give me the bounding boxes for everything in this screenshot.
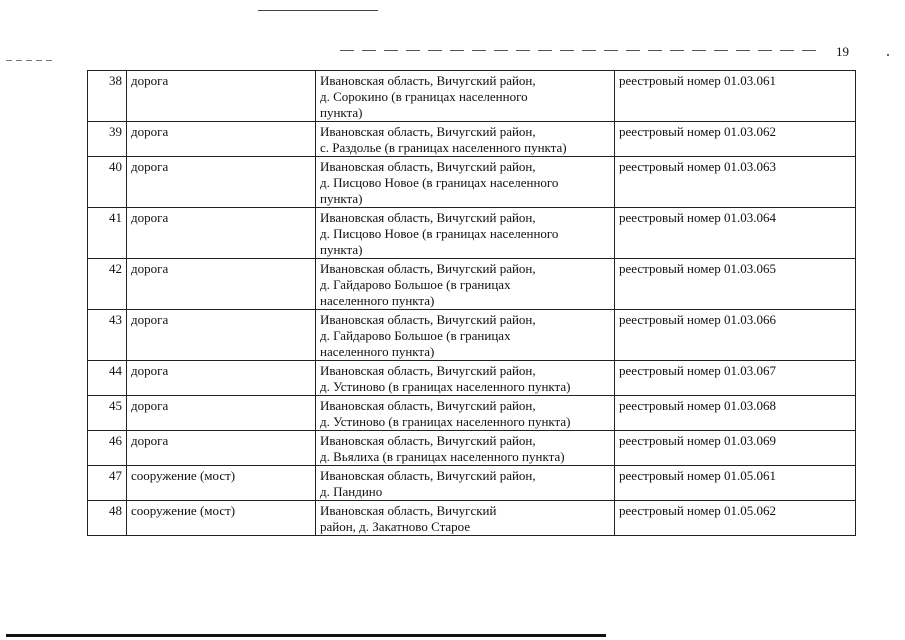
registry-number xyxy=(615,466,856,501)
registry-number-text: реестровый номер 01.05.061 xyxy=(619,468,777,483)
scan-artifact-dot xyxy=(887,54,889,56)
object-address-text: Ивановская область, Вичугский район, д. Пандино xyxy=(320,468,536,499)
object-address-text: Ивановская область, Вичугский район, д. Гайдарово Большое (в границах населенного пункта) xyxy=(320,312,536,359)
registry-number-text: реестровый номер 01.03.064 xyxy=(619,210,777,225)
object-type-text: дорога xyxy=(131,363,169,378)
registry-number xyxy=(615,208,856,259)
object-address xyxy=(316,122,615,157)
registry-number xyxy=(615,310,856,361)
registry-number xyxy=(615,71,856,122)
object-type-text: дорога xyxy=(131,210,169,225)
object-address-text: Ивановская область, Вичугский район, д. Гайдарово Большое (в границах населенного пункта) xyxy=(320,261,536,308)
scan-artifact-top-line xyxy=(258,10,378,11)
object-address xyxy=(316,361,615,396)
registry-number xyxy=(615,259,856,310)
table-row xyxy=(88,310,856,361)
object-type xyxy=(127,396,316,431)
row-number-text: 39 xyxy=(109,124,122,139)
registry-number-text: реестровый номер 01.03.068 xyxy=(619,398,777,413)
object-address-text: Ивановская область, Вичугский район, д. Писцово Новое (в границах населенного пункта) xyxy=(320,159,559,206)
object-address-text: Ивановская область, Вичугский район, с. Раздолье (в границах населенного пункта) xyxy=(320,124,567,155)
object-type xyxy=(127,208,316,259)
object-address-text: Ивановская область, Вичугский район, д. Закатново Старое xyxy=(320,503,497,534)
object-address xyxy=(316,157,615,208)
object-address-text: Ивановская область, Вичугский район, д. Устиново (в границах населенного пункта) xyxy=(320,398,571,429)
row-number xyxy=(88,361,127,396)
object-type xyxy=(127,71,316,122)
registry-number-text: реестровый номер 01.03.062 xyxy=(619,124,777,139)
object-address-text: Ивановская область, Вичугский район, д. Писцово Новое (в границах населенного пункта) xyxy=(320,210,559,257)
object-address xyxy=(316,431,615,466)
registry-number-text: реестровый номер 01.03.063 xyxy=(619,159,777,174)
object-address xyxy=(316,310,615,361)
object-type xyxy=(127,310,316,361)
object-type-text: дорога xyxy=(131,261,169,276)
registry-number xyxy=(615,361,856,396)
object-type-text: дорога xyxy=(131,433,169,448)
row-number-text: 40 xyxy=(109,159,122,174)
row-number xyxy=(88,259,127,310)
table-row xyxy=(88,157,856,208)
object-type-text: сооружение (мост) xyxy=(131,468,236,483)
row-number-text: 45 xyxy=(109,398,122,413)
row-number xyxy=(88,396,127,431)
table-row xyxy=(88,71,856,122)
row-number-text: 47 xyxy=(109,468,122,483)
table-row xyxy=(88,208,856,259)
object-type xyxy=(127,466,316,501)
object-type-text: дорога xyxy=(131,398,169,413)
registry-number xyxy=(615,396,856,431)
object-address-text: Ивановская область, Вичугский район, д. Вьялиха (в границах населенного пункта) xyxy=(320,433,565,464)
object-address xyxy=(316,71,615,122)
object-type-text: дорога xyxy=(131,312,169,327)
object-type-text: дорога xyxy=(131,159,169,174)
page-number: 19 xyxy=(836,44,849,59)
object-address xyxy=(316,259,615,310)
registry-number xyxy=(615,122,856,157)
row-number xyxy=(88,157,127,208)
scan-artifact-bottom-bar xyxy=(6,634,606,637)
object-type xyxy=(127,431,316,466)
object-type xyxy=(127,122,316,157)
row-number xyxy=(88,431,127,466)
row-number xyxy=(88,310,127,361)
row-number-text: 43 xyxy=(109,312,122,327)
table-row xyxy=(88,122,856,157)
object-address xyxy=(316,396,615,431)
table-row xyxy=(88,259,856,310)
object-type-text: дорога xyxy=(131,124,169,139)
scan-artifact-left-dashes xyxy=(6,60,56,61)
row-number-text: 41 xyxy=(109,210,122,225)
registry-number-text: реестровый номер 01.03.069 xyxy=(619,433,777,448)
object-address-text: Ивановская область, Вичугский район, д. Сорокино (в границах населенного пункта) xyxy=(320,73,536,120)
object-type-text: сооружение (мост) xyxy=(131,503,236,518)
object-type xyxy=(127,259,316,310)
row-number-text: 38 xyxy=(109,73,122,88)
object-type-text: дорога xyxy=(131,73,169,88)
row-number xyxy=(88,71,127,122)
registry-number-text: реестровый номер 01.03.066 xyxy=(619,312,777,327)
row-number-text: 46 xyxy=(109,433,122,448)
row-number xyxy=(88,122,127,157)
object-address xyxy=(316,466,615,501)
row-number xyxy=(88,501,127,536)
registry-number-text: реестровый номер 01.03.065 xyxy=(619,261,777,276)
row-number-text: 44 xyxy=(109,363,122,378)
object-type xyxy=(127,501,316,536)
row-number xyxy=(88,466,127,501)
object-address xyxy=(316,208,615,259)
row-number-text: 48 xyxy=(109,503,122,518)
row-number xyxy=(88,208,127,259)
registry-number-text: реестровый номер 01.03.061 xyxy=(619,73,777,88)
table-row xyxy=(88,466,856,501)
registry-number xyxy=(615,431,856,466)
table-row xyxy=(88,431,856,466)
table-row xyxy=(88,361,856,396)
registry-number xyxy=(615,501,856,536)
registry-number-text: реестровый номер 01.05.062 xyxy=(619,503,777,518)
registry-table-body xyxy=(88,71,856,536)
registry-number-text: реестровый номер 01.03.067 xyxy=(619,363,777,378)
table-row xyxy=(88,396,856,431)
object-type xyxy=(127,361,316,396)
row-number-text: 42 xyxy=(109,261,122,276)
registry-table xyxy=(87,70,856,536)
object-address xyxy=(316,501,615,536)
scan-artifact-header-dashes xyxy=(340,50,820,51)
object-address-text: Ивановская область, Вичугский район, д. Устиново (в границах населенного пункта) xyxy=(320,363,571,394)
object-type xyxy=(127,157,316,208)
table-row xyxy=(88,501,856,536)
registry-number xyxy=(615,157,856,208)
